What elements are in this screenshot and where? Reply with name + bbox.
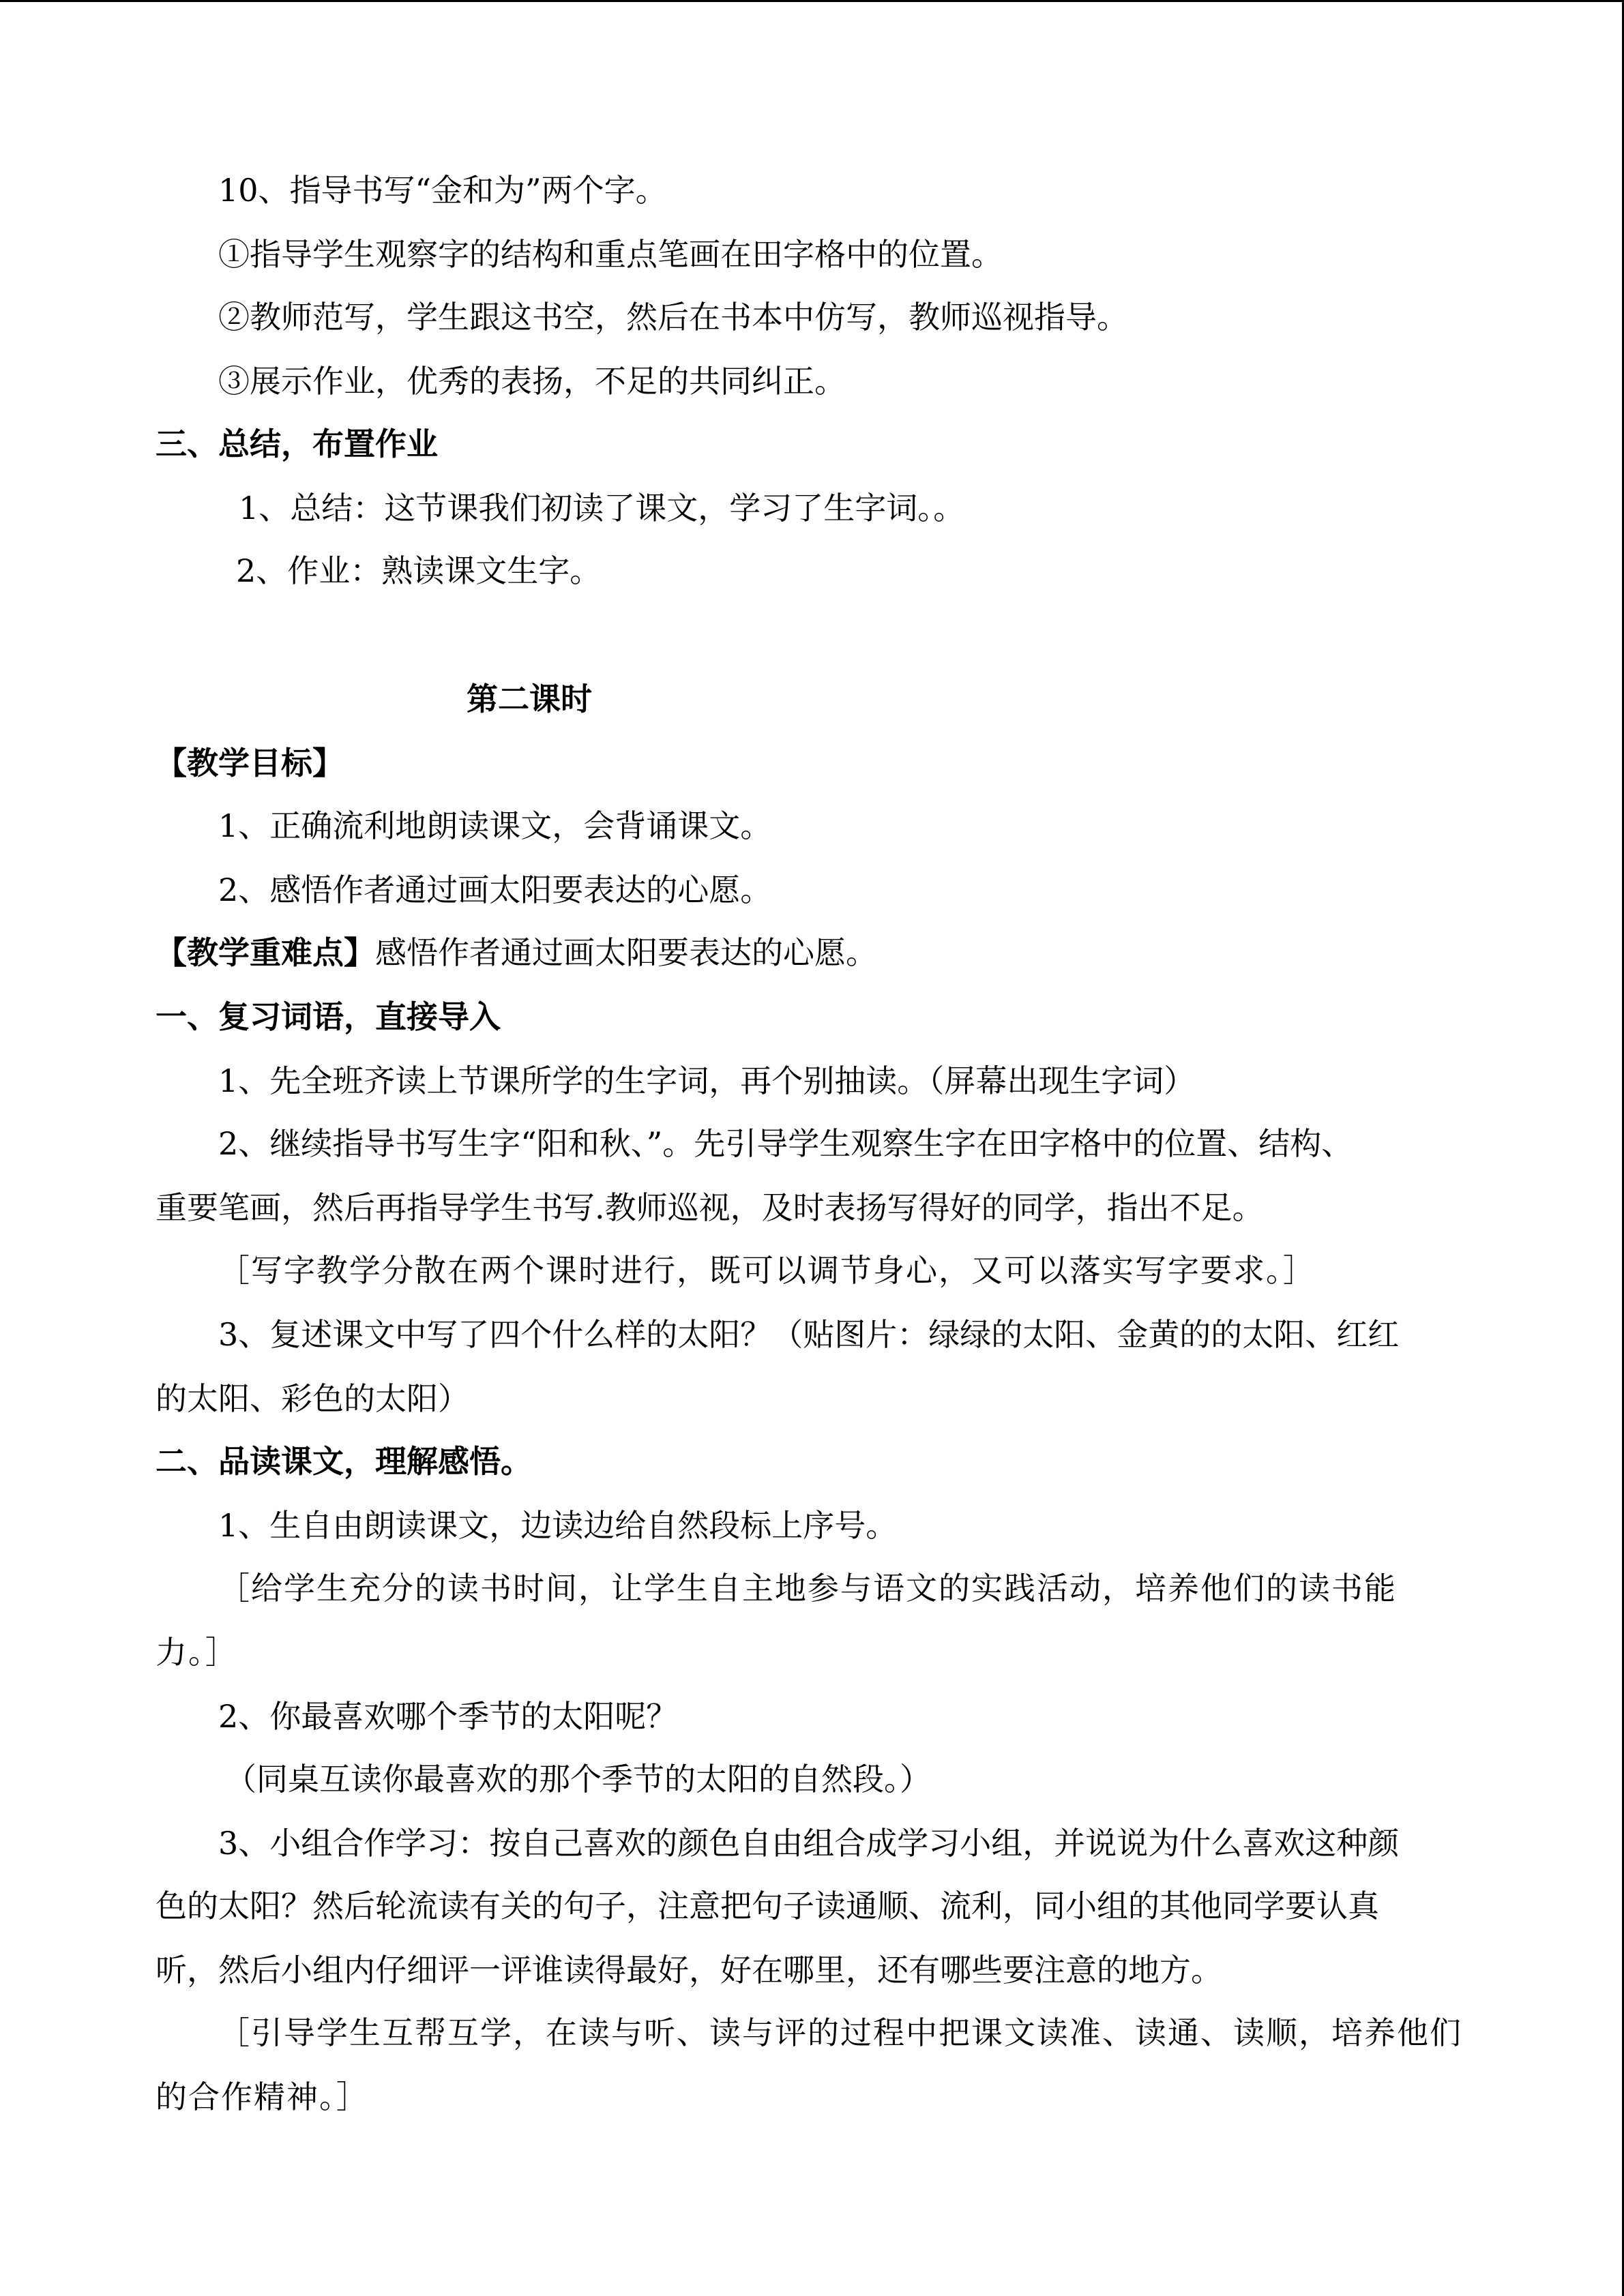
cooperation-note: ［引导学生互帮互学，在读与听、读与评的过程中把课文读准、读通、读顺，培养他们 [218,2014,1462,2051]
homework-item: 2、作业：熟读课文生字。 [236,552,602,589]
lesson-2-title: 第二课时 [467,681,592,717]
step-10-item-1: ①指导学生观察字的结构和重点笔画在田字格中的位置。 [218,236,1003,273]
reading-item-3-cont-1: 色的太阳？然后轮流读有关的句子，注意把句子读通顺、流利，同小组的其他同学要认真 [156,1888,1379,1924]
review-item-3-cont: 的太阳、彩色的太阳） [156,1380,469,1417]
review-item-1: 1、先全班齐读上节课所学的生字词，再个别抽读。（屏幕出现生字词） [218,1062,1196,1099]
reading-note-cont: 力。］ [156,1634,238,1671]
step-10-item-2: ②教师范写，学生跟这书空，然后在书本中仿写，教师巡视指导。 [218,299,1128,336]
review-item-2: 2、继续指导书写生字“阳和秋、”。先引导学生观察生字在田字格中的位置、结构、 [218,1125,1353,1162]
writing-note: ［写字教学分散在两个课时进行，既可以调节身心，又可以落实写字要求。］ [218,1252,1316,1289]
key-difficulty-label: 【教学重难点】 [156,934,375,971]
key-difficulty-text: 感悟作者通过画太阳要表达的心愿。 [375,934,877,971]
goal-item-2: 2、感悟作者通过画太阳要表达的心愿。 [218,871,772,908]
goal-item-1: 1、正确流利地朗读课文，会背诵课文。 [218,807,772,844]
reading-item-2-note: （同桌互读你最喜欢的那个季节的太阳的自然段。） [225,1761,931,1798]
key-difficulty-line [0,932,1624,973]
section-3-heading: 三、总结，布置作业 [156,426,438,462]
reading-item-2: 2、你最喜欢哪个季节的太阳呢？ [218,1698,678,1735]
section-1-heading: 一、复习词语，直接导入 [156,998,501,1035]
reading-note: ［给学生充分的读书时间，让学生自主地参与语文的实践活动，培养他们的读书能 [218,1570,1397,1607]
reading-item-1: 1、生自由朗读课文，边读边给自然段标上序号。 [218,1507,898,1544]
reading-item-3: 3、小组合作学习：按自己喜欢的颜色自由组合成学习小组，并说说为什么喜欢这种颜 [218,1825,1400,1862]
reading-item-3-cont-2: 听，然后小组内仔细评一评谁读得最好，好在哪里，还有哪些要注意的地方。 [156,1952,1222,1988]
review-item-3: 3、复述课文中写了四个什么样的太阳？（贴图片：绿绿的太阳、金黄的的太阳、红红 [218,1316,1400,1353]
summary-item: 1、总结：这节课我们初读了课文，学习了生字词。。 [239,490,965,526]
section-2-heading: 二、品读课文，理解感悟。 [156,1443,532,1480]
step-10-item-3: ③展示作业，优秀的表扬，不足的共同纠正。 [218,363,846,400]
step-10-heading: 10、指导书写“金和为”两个字。 [218,172,667,209]
teaching-goals-heading: 【教学目标】 [156,745,344,781]
review-item-2-cont: 重要笔画，然后再指导学生书写.教师巡视，及时表扬写得好的同学，指出不足。 [156,1189,1264,1226]
cooperation-note-cont: 的合作精神。］ [156,2078,369,2115]
